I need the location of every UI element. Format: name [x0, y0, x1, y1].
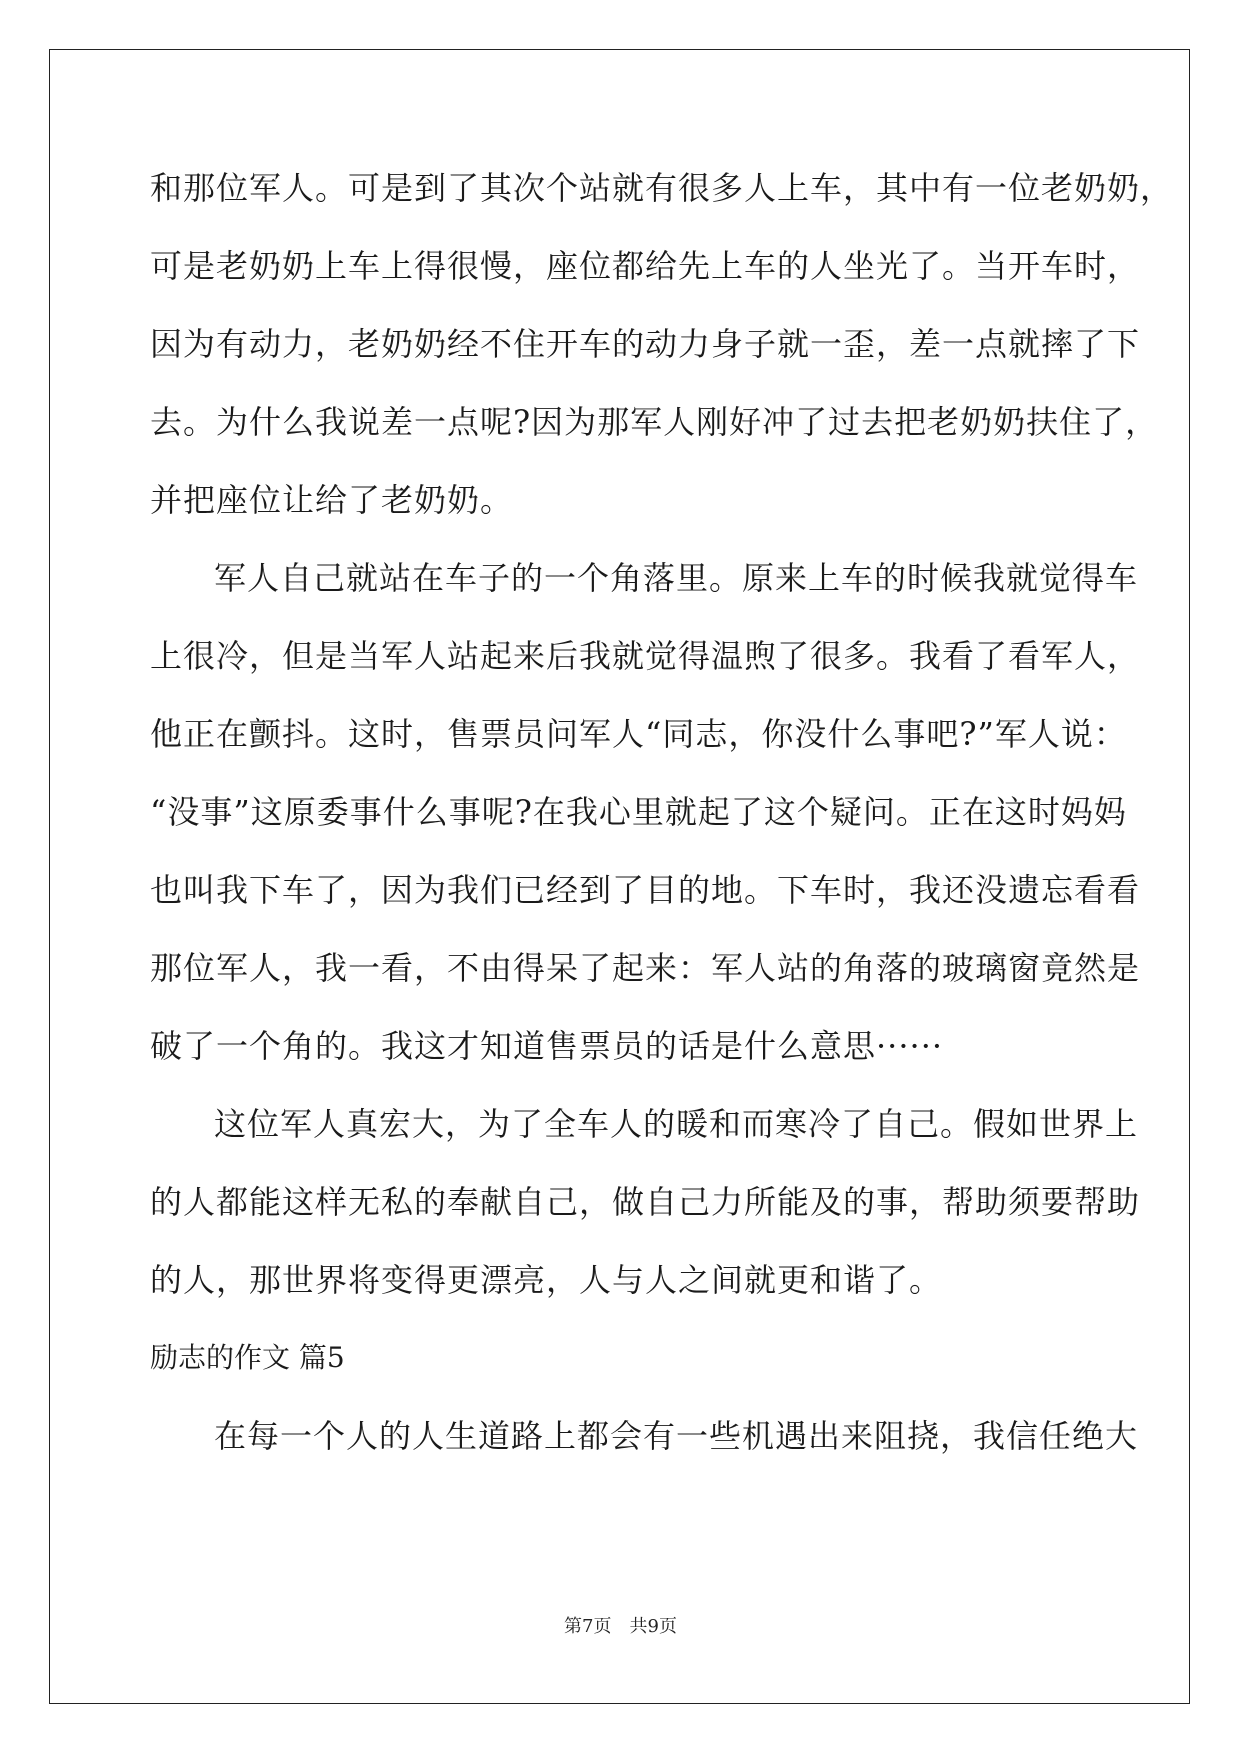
text-line: 并把座位让给了老奶奶。	[150, 481, 514, 519]
text-line: 破了一个角的。我这才知道售票员的话是什么意思······	[150, 1027, 944, 1065]
text-line: 的人都能这样无私的奉献自己，做自己力所能及的事，帮助须要帮助	[150, 1183, 1141, 1221]
section-heading: 励志的作文 篇5	[150, 1341, 345, 1374]
document-body	[150, 160, 1174, 1486]
paragraph-start-line: 军人自己就站在车子的一个角落里。原来上车的时候我就觉得车	[214, 559, 1139, 597]
text-line: 可是老奶奶上车上得很慢，座位都给先上车的人坐光了。当开车时，	[150, 247, 1141, 285]
text-line: 上很冷，但是当军人站起来后我就觉得温煦了很多。我看了看军人，	[150, 637, 1141, 675]
text-line: “没事”这原委事什么事呢?在我心里就起了这个疑问。正在这时妈妈	[150, 793, 1127, 831]
page-number-footer: 第7页 共9页	[564, 1616, 677, 1637]
text-line: 他正在颤抖。这时，售票员问军人“同志，你没什么事吧?”军人说：	[150, 715, 1127, 753]
paragraph-start-line: 在每一个人的人生道路上都会有一些机遇出来阻挠，我信任绝大	[214, 1417, 1139, 1455]
text-line: 因为有动力，老奶奶经不住开车的动力身子就一歪，差一点就摔了下	[150, 325, 1141, 363]
text-line: 那位军人，我一看，不由得呆了起来：军人站的角落的玻璃窗竟然是	[150, 949, 1141, 987]
text-line: 和那位军人。可是到了其次个站就有很多人上车，其中有一位老奶奶，	[150, 169, 1174, 207]
paragraph-start-line: 这位军人真宏大，为了全车人的暖和而寒冷了自己。假如世界上	[214, 1105, 1139, 1143]
text-line: 的人，那世界将变得更漂亮，人与人之间就更和谐了。	[150, 1261, 943, 1299]
text-line: 也叫我下车了，因为我们已经到了目的地。下车时，我还没遗忘看看	[150, 871, 1141, 909]
text-line: 去。为什么我说差一点呢?因为那军人刚好冲了过去把老奶奶扶住了，	[150, 403, 1159, 441]
